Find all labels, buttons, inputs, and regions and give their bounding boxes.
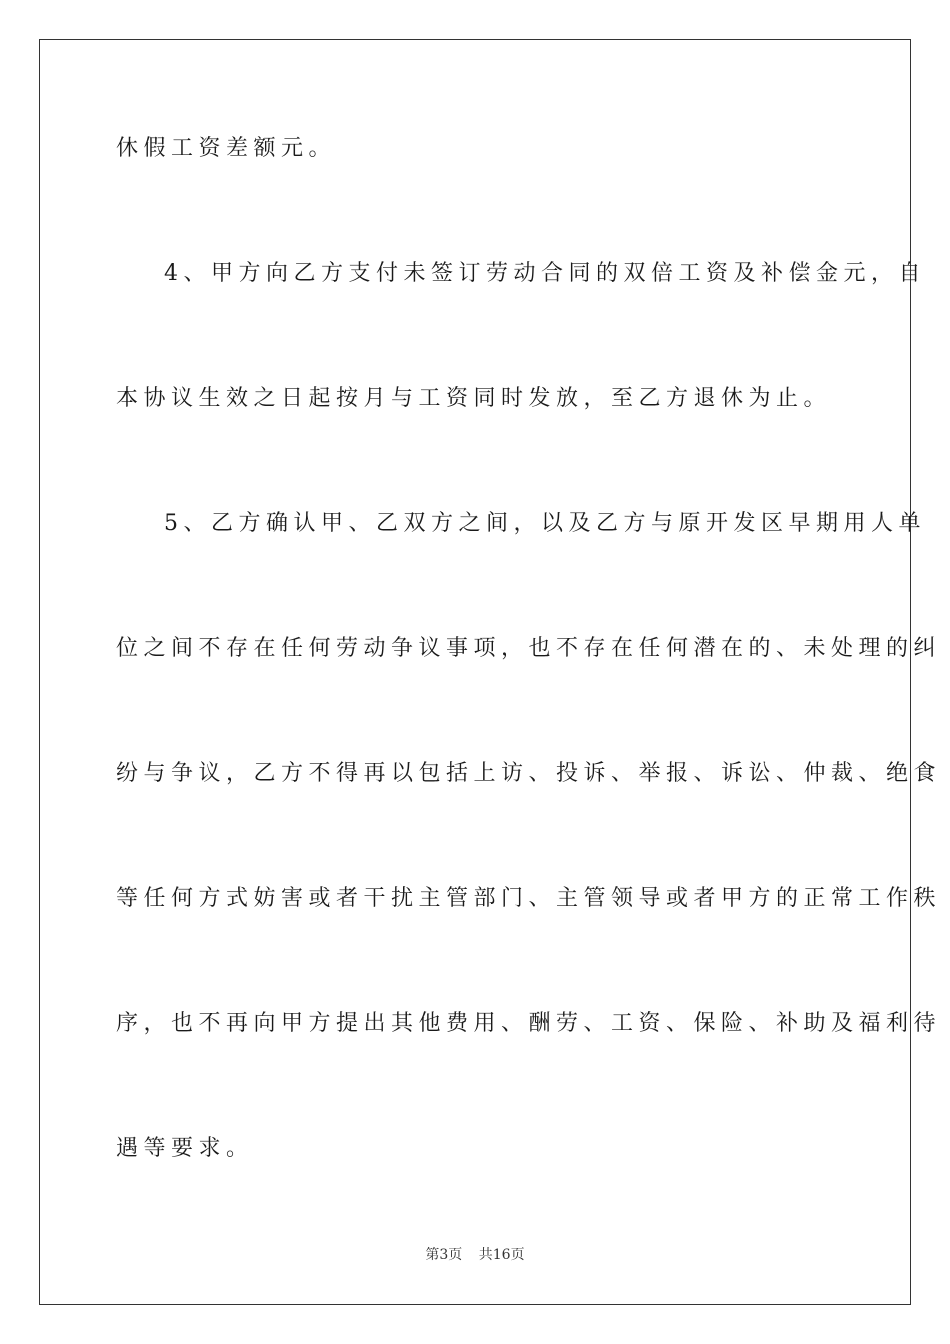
text-line: 本协议生效之日起按月与工资同时发放，至乙方退休为止。 [116,386,832,411]
text-line: 5、乙方确认甲、乙双方之间，以及乙方与原开发区早期用人单 [164,511,926,536]
text-line: 等任何方式妨害或者干扰主管部门、主管领导或者甲方的正常工作秩 [116,886,942,911]
text-line: 4、甲方向乙方支付未签订劳动合同的双倍工资及补偿金元，自 [164,261,926,286]
text-line: 位之间不存在任何劳动争议事项，也不存在任何潜在的、未处理的纠 [116,636,942,661]
page-total: 共16页 [478,1247,525,1263]
text-line: 纷与争议，乙方不得再以包括上访、投诉、举报、诉讼、仲裁、绝食 [116,761,942,786]
page-border [39,39,942,1305]
text-line: 遇等要求。 [116,1136,254,1161]
page-number: 第3页 [425,1247,463,1263]
page-footer [0,1245,950,1265]
text-line: 序，也不再向甲方提出其他费用、酬劳、工资、保险、补助及福利待 [116,1011,942,1036]
text-line: 休假工资差额元。 [116,136,337,161]
